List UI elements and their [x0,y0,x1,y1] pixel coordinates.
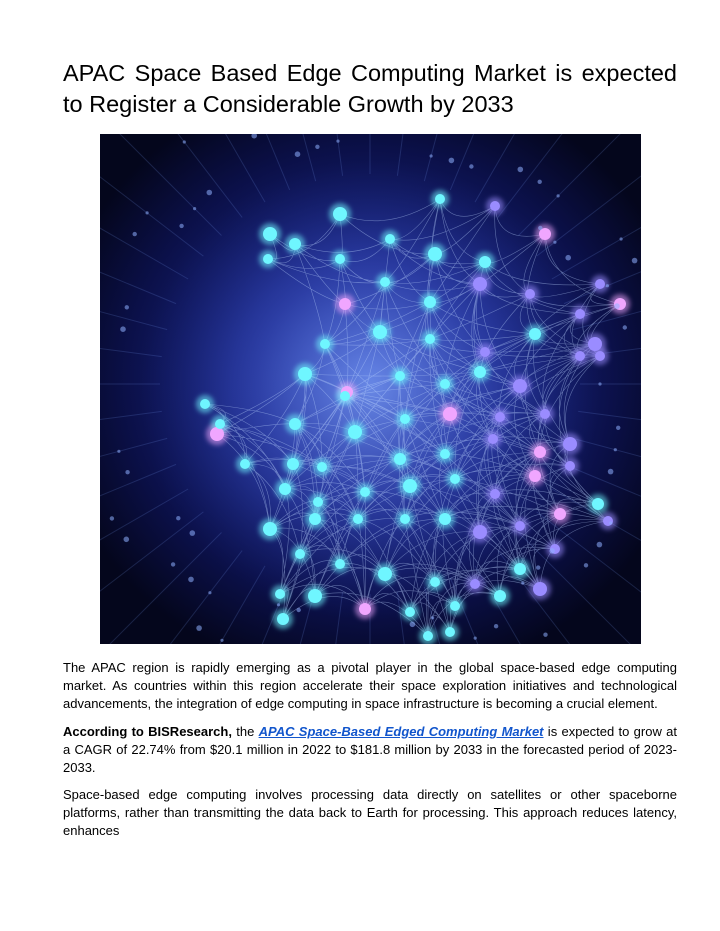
network-node [575,309,585,319]
particle-dot [469,164,473,168]
network-node [495,412,505,422]
network-node [263,522,277,536]
network-node [529,470,541,482]
particle-dot [188,577,194,583]
particle-dot [183,140,186,143]
market-report-link[interactable]: APAC Space-Based Edged Computing Market [258,724,544,739]
network-node [289,418,301,430]
particle-dot [125,305,129,309]
network-node [353,514,363,524]
network-node [494,590,506,602]
network-node [534,446,546,458]
particle-dot [410,622,416,628]
particle-dot [430,154,433,157]
definition-paragraph: Space-based edge computing involves processing data directly on satellites or other spaceborne platforms, rather than transmitting the data back to Earth for processing. This approach reduces latency, enhances [63,787,677,838]
network-node [435,194,445,204]
network-node [424,296,436,308]
network-node [480,347,490,357]
network-node [263,254,273,264]
forecast-text: is expected to grow at a CAGR of 22.74% from $20.1 million in 2022 to $181.8 million by 2033 in the forecasted period of 2023-2033. [63,724,677,775]
network-node [320,339,330,349]
network-node [525,289,535,299]
network-node [603,516,613,526]
network-node [215,419,225,429]
particle-dot [538,180,542,184]
particle-dot [120,326,126,332]
network-node [200,399,210,409]
network-node [588,337,602,351]
network-node [240,459,250,469]
network-node [359,603,371,615]
particle-dot [597,542,603,548]
particle-dot [171,562,175,566]
particle-dot [179,224,183,228]
network-node [428,247,442,261]
network-node [279,483,291,495]
particle-dot [623,325,627,329]
network-node [395,371,405,381]
network-node [394,453,406,465]
particle-dot [176,516,180,520]
source-attribution: According to BISResearch, [63,724,232,739]
particle-dot [557,194,560,197]
intro-paragraph: The APAC region is rapidly emerging as a pivotal player in the global space-based edge computing market. As countries within this region accelerate their space exploration initiatives and technological advancements, the integration of edge computing in space infrastructure is becoming a crucial element. [63,660,677,711]
particle-dot [336,140,339,143]
network-node [298,367,312,381]
market-forecast-paragraph [63,723,677,777]
particle-dot [315,145,319,149]
particle-dot [196,625,202,631]
network-node [313,497,323,507]
network-node [479,256,491,268]
particle-dot [208,591,211,594]
network-node [287,458,299,470]
network-node [440,379,450,389]
network-node [473,525,487,539]
network-node [514,563,526,575]
network-node [289,238,301,250]
network-node [405,607,415,617]
network-node [263,227,277,241]
document-title: APAC Space Based Edge Computing Market is expected to Register a Considerable Growth by 2033 [63,60,677,117]
particle-dot [124,537,130,543]
network-node [339,298,351,310]
network-node [317,462,327,472]
network-node [360,487,370,497]
network-node [533,582,547,596]
particle-dot [277,603,280,606]
particle-dot [536,565,540,569]
particle-dot [110,516,114,520]
network-node [277,613,289,625]
network-node [335,559,345,569]
network-node [515,521,525,531]
particle-dot [598,382,601,385]
network-node [445,627,455,637]
network-globe-image [100,134,641,644]
network-node [450,474,460,484]
particle-dot [518,167,524,173]
particle-dot [632,258,638,264]
particle-dot [543,633,547,637]
particle-dot [190,530,196,536]
network-node [373,325,387,339]
particle-dot [609,521,612,524]
network-node [490,489,500,499]
network-node [425,334,435,344]
connector-text: the [231,724,259,739]
network-node [563,437,577,451]
particle-dot [494,624,498,628]
network-node [540,409,550,419]
network-node [565,461,575,471]
network-node [439,513,451,525]
particle-dot [614,303,620,309]
network-node [575,351,585,361]
network-node [488,434,498,444]
network-node [450,601,460,611]
network-node [400,514,410,524]
network-node [592,498,604,510]
network-node [430,577,440,587]
network-node [443,407,457,421]
network-node [210,427,224,441]
network-node [335,254,345,264]
particle-dot [565,255,571,261]
network-node [470,579,480,589]
network-node [440,449,450,459]
particle-dot [117,450,120,453]
particle-dot [538,226,542,230]
particle-dot [431,616,434,619]
network-node [295,549,305,559]
particle-dot [553,241,556,244]
particle-dot [297,608,301,612]
particle-dot [133,232,137,236]
network-node [378,567,392,581]
network-node [400,414,410,424]
particle-dot [614,448,617,451]
network-node [385,234,395,244]
particle-dot [146,211,149,214]
network-node [309,513,321,525]
network-node [275,589,285,599]
particle-dot [521,582,524,585]
network-node [333,207,347,221]
particle-dot [584,563,588,567]
particle-dot [125,470,129,474]
network-node [473,277,487,291]
network-node [474,366,486,378]
particle-dot [606,284,609,287]
network-node [529,328,541,340]
particle-dot [295,151,301,157]
particle-dot [549,548,555,554]
network-node [513,379,527,393]
particle-dot [193,207,196,210]
network-node [595,351,605,361]
particle-dot [220,639,223,642]
particle-dot [608,469,614,475]
network-node [595,279,605,289]
network-node [423,631,433,641]
particle-dot [449,158,455,164]
network-node [403,479,417,493]
network-node [348,425,362,439]
network-node [308,589,322,603]
particle-dot [207,190,213,196]
network-node [340,391,350,401]
network-node [490,201,500,211]
network-node [380,277,390,287]
particle-dot [474,637,477,640]
particle-dot [616,426,620,430]
particle-dot [620,237,623,240]
network-node [554,508,566,520]
